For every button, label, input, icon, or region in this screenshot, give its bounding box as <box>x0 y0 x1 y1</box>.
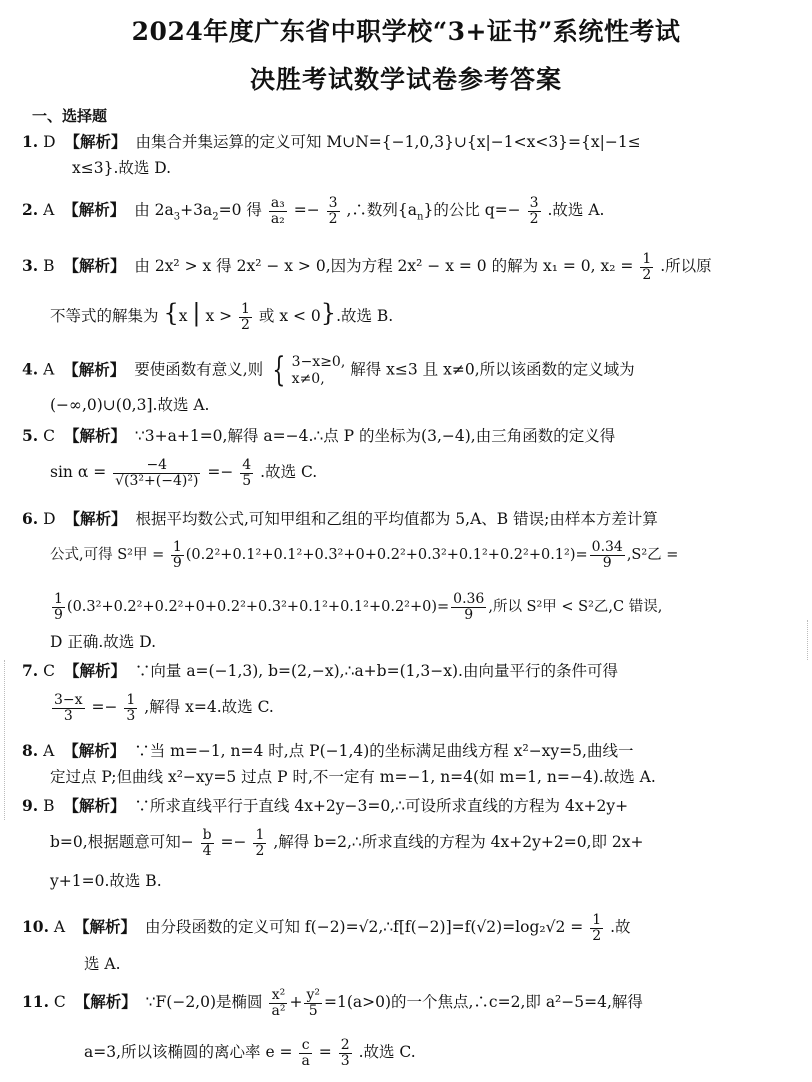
q6-line4: D 正确.故选 D. <box>50 633 157 651</box>
fraction: $\frac{c}{a}$ <box>301 1037 310 1069</box>
fraction: $\frac{\text{a₃}}{\text{a₂}}$ <box>270 195 285 227</box>
fraction: $\frac{1}{2}$ <box>255 827 265 859</box>
fraction: $\frac{1}{9}$ <box>172 539 182 571</box>
page-title: 2024年度广东省中职学校“3+证书”系统性考试 <box>131 17 681 46</box>
q1-line2: x≤3}.故选 D. <box>72 159 172 177</box>
fraction: $\frac{\text{y²}}{5}$ <box>306 987 320 1019</box>
q6-line3: $\frac{1}{9}$ (0.3²+0.2²+0.2²+0+0.2²+0.3²+0.1²+0.1²+0.2²+0)= $\frac{0.36}{9}$ ,所以 S²甲 < S²乙,C 错误, <box>54 591 663 623</box>
fraction: $\frac{-4}{\text{√(3²+(−4)²)}}$ <box>115 457 199 489</box>
section-heading: 一、选择题 <box>32 107 108 125</box>
fraction: $\frac{1}{9}$ <box>54 591 63 623</box>
fraction: $\frac{3}{2}$ <box>328 195 338 227</box>
fraction: $\frac{1}{2}$ <box>642 251 652 283</box>
page-subtitle: 决胜考试数学试卷参考答案 <box>249 65 562 94</box>
fraction: $\frac{0.34}{9}$ <box>591 539 623 571</box>
q7-line1: 7. C 【解析】 ∵向量 a=(−1,3), b=(2,−x),∴a+b=(1,3−x).由向量平行的条件可得 <box>22 661 618 680</box>
q11-line2: a=3,所以该椭圆的离心率 e = $\frac{c}{a}$ = $\frac{2}{3}$ .故选 C. <box>84 1037 416 1069</box>
q1-line1: 1. D 【解析】 由集合并集运算的定义可知 M∪N={−1,0,3}∪{x|−1<x<3}={x|−1≤ <box>22 132 641 151</box>
q9-line2: b=0,根据题意可知− $\frac{b}{4}$ =− $\frac{1}{2}$ ,解得 b=2,∴所求直线的方程为 4x+2y+2=0,即 2x+ <box>50 827 644 859</box>
q10-line2: 选 A. <box>84 955 121 973</box>
q8-line1: 8. A 【解析】 ∵当 m=−1, n=4 时,点 P(−1,4)的坐标满足曲线方程 x²−xy=5,曲线一 <box>22 741 634 760</box>
q7-line2: $\frac{3-x}{3}$ =− $\frac{1}{3}$ ,解得 x=4.故选 C. <box>54 692 274 724</box>
binding-margin-marks <box>807 620 810 660</box>
q3-line2: 不等式的解集为 {x | x > $\frac{1}{2}$ 或 x < 0}.故选 B. <box>50 299 394 333</box>
fraction: $\frac{b}{4}$ <box>202 827 212 859</box>
q5-line1: 5. C 【解析】 ∵3+a+1=0,解得 a=−4.∴点 P 的坐标为(3,−4),由三角函数的定义得 <box>22 426 616 445</box>
q4-line2: (−∞,0)∪(0,3].故选 A. <box>50 396 210 414</box>
q10-line1: 10. A 【解析】 由分段函数的定义可知 f(−2)=√2,∴f[f(−2)]=f(√2)=log₂√2 = $\frac{1}{2}$ .故 <box>22 912 631 944</box>
q5-line2: sin α = $\frac{-4}{\text{√(3²+(−4)²)}}$ =− $\frac{4}{5}$ .故选 C. <box>50 457 318 489</box>
q8-line2: 定过点 P;但曲线 x²−xy=5 过点 P 时,不一定有 m=−1, n=4(如 m=1, n=−4).故选 A. <box>50 768 656 786</box>
fraction: $\frac{2}{3}$ <box>340 1037 350 1069</box>
fraction: $\frac{3-x}{3}$ <box>54 692 83 724</box>
binding-margin-marks <box>4 660 7 820</box>
q11-line1: 11. C 【解析】 ∵F(−2,0)是椭圆 $\frac{\text{x²}}{\text{a²}}$ + $\frac{\text{y²}}{5}$ =1(a>0)的一个焦点,∴c=2,即 a²−5=4,解得 <box>22 987 643 1019</box>
fraction: $\frac{0.36}{9}$ <box>453 591 485 623</box>
q6-line1: 6. D 【解析】 根据平均数公式,可知甲组和乙组的平均值都为 5,A、B 错误;由样本方差计算 <box>22 509 658 528</box>
q4-line1: 4. A 【解析】 要使函数有意义,则 { 3−x≥0, x≠0, 解得 x≤3 且 x≠0,所以该函数的定义域为 <box>22 350 635 390</box>
q9-line3: y+1=0.故选 B. <box>50 872 162 890</box>
q6-line2: 公式,可得 S²甲 = $\frac{1}{9}$ (0.2²+0.1²+0.1²+0.3²+0+0.2²+0.3²+0.1²+0.2²+0.1²)= $\frac{0.34}{9}$ ,S²乙 = <box>50 539 679 571</box>
fraction: $\frac{1}{2}$ <box>592 912 602 944</box>
fraction: $\frac{1}{3}$ <box>126 692 136 724</box>
q3-line1: 3. B 【解析】 由 2x² > x 得 2x² − x > 0,因为方程 2x² − x = 0 的解为 x₁ = 0, x₂ = $\frac{1}{2}$ .所以原 <box>22 251 712 283</box>
fraction: $\frac{3}{2}$ <box>529 195 539 227</box>
q9-line1: 9. B 【解析】 ∵所求直线平行于直线 4x+2y−3=0,∴可设所求直线的方程为 4x+2y+ <box>22 796 629 815</box>
fraction: $\frac{1}{2}$ <box>241 300 250 333</box>
fraction: $\frac{4}{5}$ <box>242 457 252 489</box>
q2-line1: 2. A 【解析】 由 $2a_3+3a_2=0$ 得 $\frac{\text{a₃}}{\text{a₂}}$ =− $\frac{3}{2}$ ,∴数列$\{a_n\}$的公比 q=− $\frac{3}{2}$ .故选 A. <box>22 195 605 227</box>
equation-system: 3−x≥0, x≠0, <box>291 353 346 387</box>
fraction: $\frac{\text{x²}}{\text{a²}}$ <box>271 987 286 1019</box>
